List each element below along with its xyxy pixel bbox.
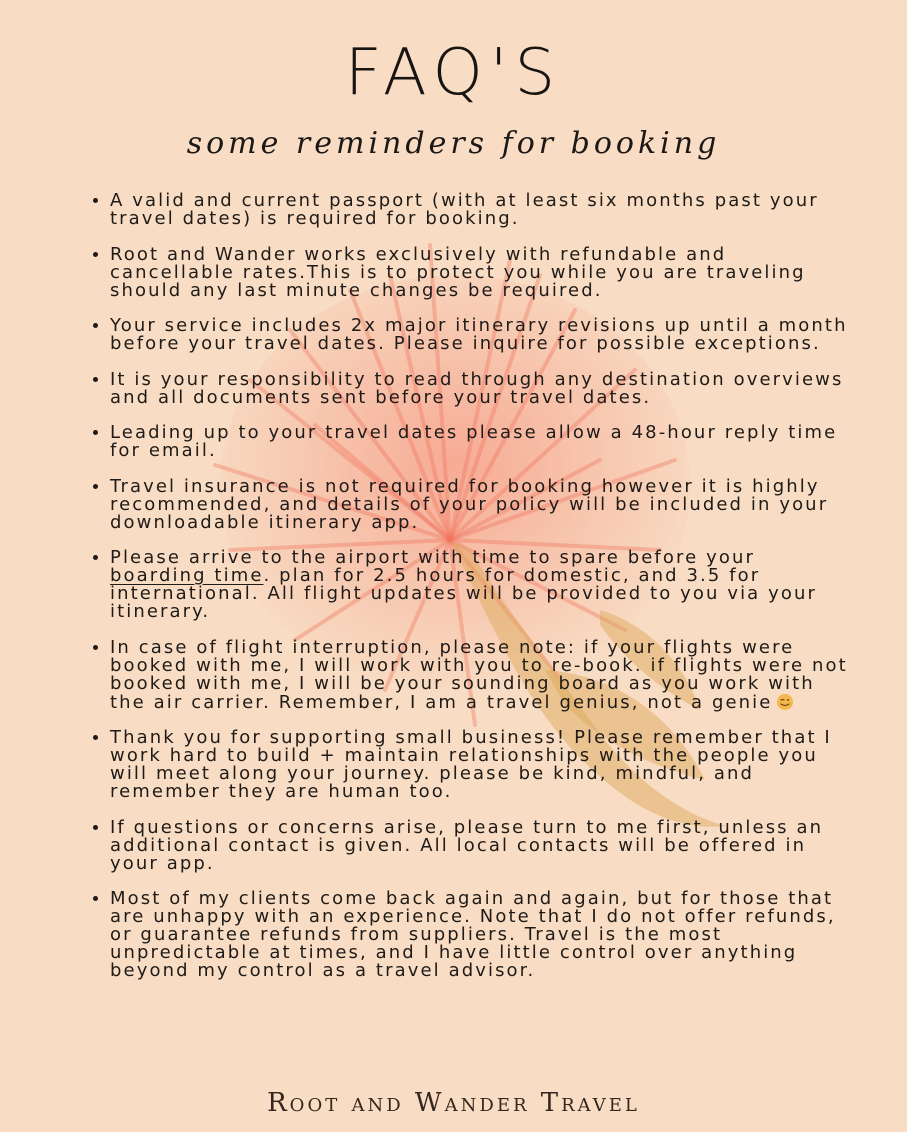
boarding-time-link[interactable]: boarding time xyxy=(110,565,264,586)
page-subtitle: some reminders for booking xyxy=(186,126,721,161)
faq-item-passport: • A valid and current passport (with at least six months past your travel dates) is required for booking. xyxy=(110,192,850,228)
faq-item-rates: • Root and Wander works exclusively with refundable and cancellable rates.This is to protect you while you are traveling should any last minute changes be required. xyxy=(110,246,850,300)
faq-item-airport-suffix: . plan for 2.5 hours for domestic, and 3.5 for international. All flight updates will be provided to you via your itinerary. xyxy=(110,565,818,622)
faq-item-airport xyxy=(110,549,850,621)
faq-item-airport-prefix: Please arrive to the airport with time to spare before your xyxy=(110,547,755,568)
faq-item-flight-interruption xyxy=(110,636,850,713)
faq-item-refunds: • Most of my clients come back again and again, but for those that are unhappy with an experience. Note that I do not offer refunds, or guarantee refunds from suppliers. Travel is the most unpredictable at times, and I have little control over anything beyond my control as a travel advisor. xyxy=(110,890,850,980)
winking-face-icon xyxy=(776,693,794,711)
faq-item-small-business: • Thank you for supporting small business! Please remember that I work hard to build + maintain relationships with the people you will meet along your journey. please be kind, mindful, and remember they are human too. xyxy=(110,729,850,801)
faq-list xyxy=(88,192,850,998)
brand-footer: Root and Wander Travel xyxy=(267,1088,640,1118)
faq-item-responsibility: • It is your responsibility to read through any destination overviews and all documents sent before your travel dates. xyxy=(110,371,850,407)
page-title: FAQ'S xyxy=(344,36,563,110)
faq-item-reply-time: • Leading up to your travel dates please allow a 48-hour reply time for email. xyxy=(110,424,850,460)
faq-item-revisions: • Your service includes 2x major itinerary revisions up until a month before your travel dates. Please inquire for possible exceptions. xyxy=(110,317,850,353)
faq-item-flight-interruption-text: In case of flight interruption, please note: if your flights were booked with me, I will work with you to re-book. if flights were not booked with me, I will be your sounding board as you work with the air carrier. Remember, I am a travel genius, not a genie xyxy=(110,636,848,713)
faq-item-questions: • If questions or concerns arise, please turn to me first, unless an additional contact is given. All local contacts will be offered in your app. xyxy=(110,819,850,873)
faq-item-insurance: • Travel insurance is not required for booking however it is highly recommended, and details of your policy will be included in your downloadable itinerary app. xyxy=(110,478,850,532)
